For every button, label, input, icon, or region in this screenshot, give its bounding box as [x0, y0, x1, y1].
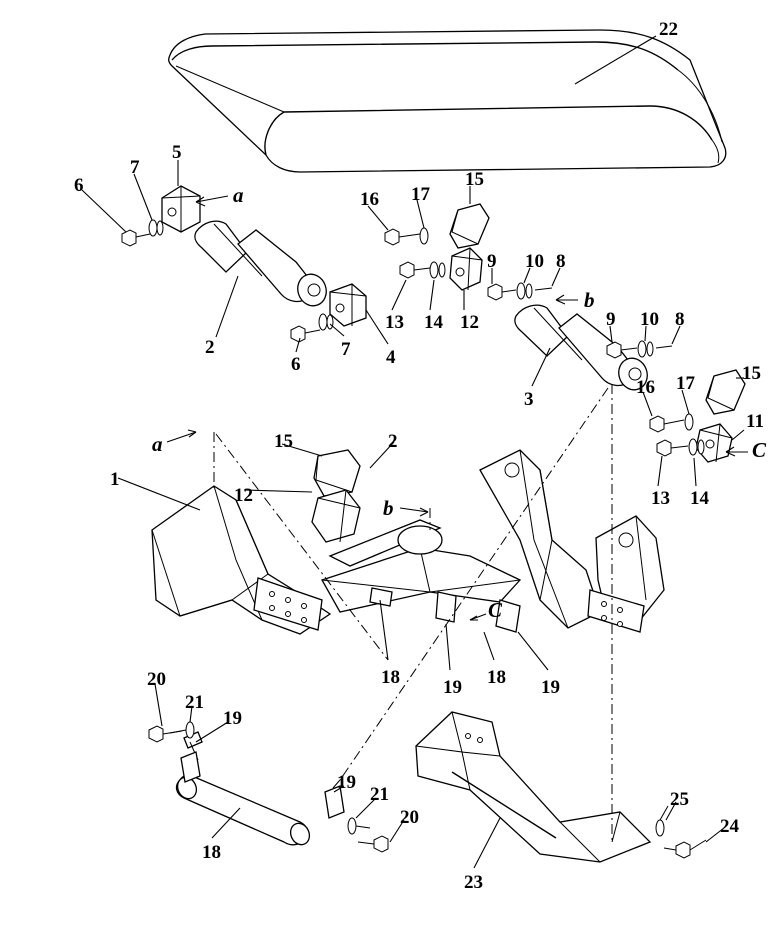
- callout-9-right: 9: [606, 309, 616, 330]
- part-1-main-frame: [152, 450, 664, 634]
- callout-23: 23: [464, 872, 483, 893]
- part-16-bolt-center: [385, 228, 428, 245]
- callout-8-left: 8: [556, 251, 566, 272]
- callout-6-upper-left: 6: [74, 175, 84, 196]
- callout-21-upper: 21: [185, 692, 204, 713]
- callout-10-right: 10: [640, 309, 659, 330]
- part-18-roller-left: [174, 774, 313, 848]
- part-7-washer-left: [149, 220, 163, 236]
- callout-16-center: 16: [360, 189, 379, 210]
- callout-18-frame-left: 18: [381, 667, 400, 688]
- callout-20-upper: 20: [147, 669, 166, 690]
- callout-19-lower: 19: [337, 772, 356, 793]
- part-15-mount-frame: [314, 450, 360, 496]
- callout-22: 22: [659, 19, 678, 40]
- callout-letter-c-right: C: [752, 438, 767, 462]
- callout-12-frame: 12: [234, 485, 253, 506]
- part-4-bracket: [330, 284, 366, 326]
- part-9-10-8-group-right: [607, 341, 672, 358]
- callout-7-upper-left: 7: [130, 157, 140, 178]
- part-21-bolt-left: [170, 722, 194, 738]
- callout-21-lower: 21: [370, 784, 389, 805]
- part-20-bolt-left: [149, 726, 182, 742]
- part-2-strut-upper-left: [195, 221, 331, 310]
- part-7-washer-mid: [319, 314, 333, 330]
- callout-6-mid: 6: [291, 354, 301, 375]
- callout-15-center: 15: [465, 169, 484, 190]
- part-12-bracket-frame: [312, 490, 360, 542]
- part-22-cushion: [169, 30, 726, 172]
- part-20-bolt-lower: [358, 836, 388, 852]
- callout-18-roller: 18: [202, 842, 221, 863]
- callout-12-center: 12: [460, 312, 479, 333]
- part-15-mount-center: [450, 204, 489, 248]
- callout-19-frame-right: 19: [541, 677, 560, 698]
- callout-letter-b-frame: b: [383, 496, 394, 520]
- callout-11: 11: [746, 411, 764, 432]
- callout-letter-b-top: b: [584, 288, 595, 312]
- callout-18-frame-right: 18: [487, 667, 506, 688]
- part-21-bolt-lower: [348, 818, 370, 834]
- part-13-bolt-center: [400, 262, 445, 278]
- callout-4: 4: [386, 347, 396, 368]
- callout-10-left: 10: [525, 251, 544, 272]
- part-15-mount-right: [706, 370, 745, 414]
- callout-13-center: 13: [385, 312, 404, 333]
- callout-9-left: 9: [487, 251, 497, 272]
- callout-letter-c-frame: C: [488, 598, 503, 622]
- callout-20-lower: 20: [400, 807, 419, 828]
- callout-25: 25: [670, 789, 689, 810]
- callout-2-upper: 2: [205, 337, 215, 358]
- callout-15-right: 15: [742, 363, 761, 384]
- part-3-strut-right: [515, 305, 652, 394]
- callout-5: 5: [172, 142, 182, 163]
- part-5-bracket: [162, 186, 200, 232]
- callout-8-right: 8: [675, 309, 685, 330]
- callout-13-right: 13: [651, 488, 670, 509]
- callout-3: 3: [524, 389, 534, 410]
- part-24-bolt: [664, 840, 706, 858]
- callout-24: 24: [720, 816, 739, 837]
- callout-7-mid: 7: [341, 339, 351, 360]
- callout-14-right: 14: [690, 488, 709, 509]
- callout-14-center: 14: [424, 312, 443, 333]
- part-6-bolt-mid: [291, 326, 320, 342]
- part-6-bolt-left: [122, 230, 150, 246]
- part-12-bracket-center: [450, 248, 482, 290]
- callout-15-frame: 15: [274, 431, 293, 452]
- callout-19-upper: 19: [223, 708, 242, 729]
- part-19-pin-left: [181, 732, 202, 782]
- callout-17-center: 17: [411, 184, 430, 205]
- callout-16-right: 16: [636, 377, 655, 398]
- part-9-10-8-group-left: [488, 283, 552, 300]
- callout-17-right: 17: [676, 373, 695, 394]
- callout-19-frame-left: 19: [443, 677, 462, 698]
- callout-2-frame: 2: [388, 431, 398, 452]
- part-25-bolt: [656, 806, 668, 836]
- part-23-lower-arm: [416, 712, 650, 862]
- callout-1: 1: [110, 469, 120, 490]
- callout-letter-a-frame: a: [152, 432, 163, 456]
- callout-letter-a-top: a: [233, 183, 244, 207]
- part-16-bolt-right: [650, 414, 693, 432]
